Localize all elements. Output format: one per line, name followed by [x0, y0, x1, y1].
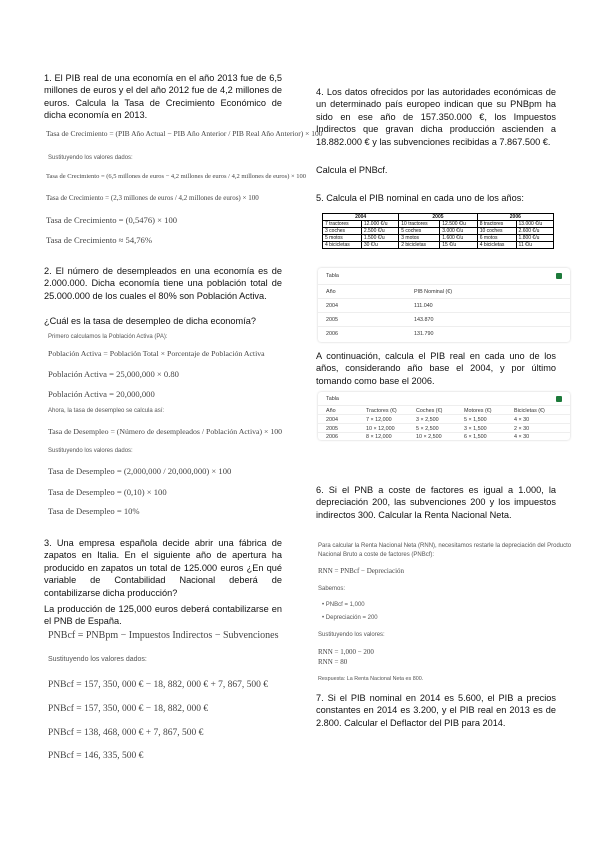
table-row: 2004 111.040	[318, 298, 570, 312]
q3-formula-5: PNBcf = 146, 335, 500 €	[48, 751, 144, 761]
q1-formula-3: Tasa de Crecimiento = (2,3 millones de euros / 4,2 millones de euros) × 100	[46, 194, 259, 202]
q3-formula-1: PNBcf = PNBpm − Impuestos Indirectos − Subvenciones	[48, 630, 279, 641]
q6-text: 6. Si el PNB a coste de factores es igual a 1.000, la depreciación 200, las subvenciones 200 y los impuestos indirectos 300. Calcular la Renta Nacional Neta.	[316, 485, 556, 520]
q2-line-2: Ahora, la tasa de desempleo se calcula así:	[48, 408, 165, 414]
q1-sub: Sustituyendo los valores dados:	[48, 155, 133, 161]
excel-icon	[556, 396, 562, 402]
real-pib-card: Tabla Año Tractores (€) Coches (€) Motores (€) Bicicletas (€) 2004 7 × 12,000 3 × 2,500 5 × 1,500 4 × 30 2005 10 × 12,000 5 × 2,500 3 × 1,500 2 × 30 2006 8 × 12,000 10 × 2,500 6 × 1,500 4 × 30	[318, 392, 570, 440]
q6-bullet-1: • PNBcf = 1,000	[322, 602, 365, 608]
q6-line-3: Sabemos:	[318, 586, 346, 592]
year-2006: 2006	[477, 214, 553, 221]
table-row: 2005 143.870	[318, 312, 570, 326]
q2-formula-4: Tasa de Desempleo = (Número de desempleados / Población Activa) × 100	[48, 427, 283, 436]
q6-formula-3: RNN = 80	[318, 658, 348, 666]
q6-formula-2: RNN = 1,000 − 200	[318, 648, 374, 656]
q5-text2: A continuación, calcula el PIB real en cada uno de los años, considerando año base el 2004, y por último tomando como base el 2006.	[316, 351, 556, 386]
card-title: Tabla	[326, 273, 339, 279]
q1-text: 1. El PIB real de una economía en el año 2013 fue de 6,5 millones de euros y el del año 2012 fue de 4,2 millones de euros. Calcula la Tasa de Crecimiento Económico de dicha economía en 2013.	[44, 73, 282, 121]
q3-formula-3: PNBcf = 157, 350, 000 € − 18, 882, 000 €	[48, 704, 209, 714]
q1-formula-4: Tasa de Crecimiento = (0,5476) × 100	[46, 215, 178, 225]
q4-text: 4. Los datos ofrecidos por las autoridades económicas de un determinado país europeo indican que su PNBpm ha sido en ese año de 157.350.000 €, los Impuestos Indirectos que gravan dicha producción ascienden a 18.882.000 € y las subvenciones recibidas a 7.867.500 €.	[316, 87, 556, 147]
year-2005: 2005	[399, 214, 477, 221]
q3-formula-2: PNBcf = 157, 350, 000 € − 18, 882, 000 € + 7, 867, 500 €	[48, 680, 269, 690]
q3-formula-4: PNBcf = 138, 468, 000 € + 7, 867, 500 €	[48, 728, 204, 738]
q6-line-5: Respuesta: La Renta Nacional Neta es 800.	[318, 676, 424, 682]
q6-line-1: Para calcular la Renta Nacional Neta (RNN), necesitamos restarle la depreciación del Producto	[318, 543, 572, 549]
nominal-pib-card: Tabla Año PIB Nominal (€) 2004 111.040 2005 143.870 2006 131.790	[318, 268, 570, 342]
q2-formula-3: Población Activa = 20,000,000	[48, 389, 155, 399]
q1-formula-5: Tasa de Crecimiento ≈ 54,76%	[46, 235, 153, 245]
q5-table	[322, 213, 554, 249]
q3-answer: La producción de 125,000 euros deberá contabilizarse en el PNB de España.	[44, 604, 282, 627]
q3-text: 3. Una empresa española decide abrir una fábrica de zapatos en Italia. En el siguiente año de apertura ha producido en zapatos un total de 125.000 euros ¿En qué variable de Contabilidad Nacional deberá de contabilizarse dicha producción?	[44, 538, 282, 598]
table-row: 5 motos 1.500 €/u 3 motos 1.600 €/u 6 motos 1.800 €/u	[323, 235, 554, 242]
q2-line-3: Sustituyendo los valores dados:	[48, 448, 133, 454]
card-title: Tabla	[326, 396, 339, 402]
q2-line-1: Primero calculamos la Población Activa (PA):	[48, 334, 168, 340]
year-2004: 2004	[323, 214, 399, 221]
q2-text: 2. El número de desempleados en una economía es de 2.000.000. Dicha economía tiene una población total de 25.000.000 de los cuales el 80% son Población Activa.	[44, 266, 282, 301]
q6-bullet-2: • Depreciación = 200	[322, 615, 378, 621]
q2-formula-6: Tasa de Desempleo = (0,10) × 100	[48, 487, 167, 497]
table-row: 2006 8 × 12,000 10 × 2,500 6 × 1,500 4 × 30	[318, 432, 570, 440]
table-row: 7 tractores 12.000 €/u 10 tractores 12.500 €/u 8 tractores 13.000 €/u	[323, 221, 554, 228]
table-row: 2005 10 × 12,000 5 × 2,500 3 × 1,500 2 × 30	[318, 423, 570, 432]
q7-text: 7. Si el PIB nominal en 2014 es 5.600, el PIB a precios constantes en 2014 es 3.200, y el PIB real en 2013 es de 2.800. Calcular el Deflactor del PIB para 2014.	[316, 693, 556, 728]
table-row: 4 bicicletas 30 €/u 2 bicicletas 15 €/u 4 bicicletas 11 €/u	[323, 242, 554, 249]
q6-line-4: Sustituyendo los valores:	[318, 632, 385, 638]
table-row: 3 coches 2.500 €/u 5 coches 3.000 €/u 10 coches 2.600 €/u	[323, 228, 554, 235]
q6-line-2: Nacional Bruto a coste de factores (PNBcf):	[318, 552, 435, 558]
q2-formula-1: Población Activa = Población Total × Porcentaje de Población Activa	[48, 349, 265, 358]
table-row: 2004 7 × 12,000 3 × 2,500 5 × 1,500 4 × 30	[318, 414, 570, 423]
table-row: 2006 131.790	[318, 326, 570, 340]
q2-question: ¿Cuál es la tasa de desempleo de dicha economía?	[44, 316, 256, 326]
q2-formula-7: Tasa de Desempleo = 10%	[48, 506, 140, 516]
q6-formula-1: RNN = PNBcf − Depreciación	[318, 567, 405, 575]
q4-ask: Calcula el PNBcf.	[316, 165, 388, 175]
q1-formula-1: Tasa de Crecimiento = (PIB Año Actual − PIB Año Anterior / PIB Real Año Anterior) × 100	[46, 129, 323, 138]
q2-formula-5: Tasa de Desempleo = (2,000,000 / 20,000,000) × 100	[48, 466, 232, 476]
q5-title: 5. Calcula el PIB nominal en cada uno de los años:	[316, 193, 524, 203]
excel-icon	[556, 273, 562, 279]
q3-sub: Sustituyendo los valores dados:	[48, 656, 147, 663]
q2-formula-2: Población Activa = 25,000,000 × 0.80	[48, 369, 179, 379]
q1-formula-2: Tasa de Crecimiento = (6,5 millones de euros − 4,2 millones de euros / 4,2 millones de euros) × 100	[46, 173, 307, 180]
